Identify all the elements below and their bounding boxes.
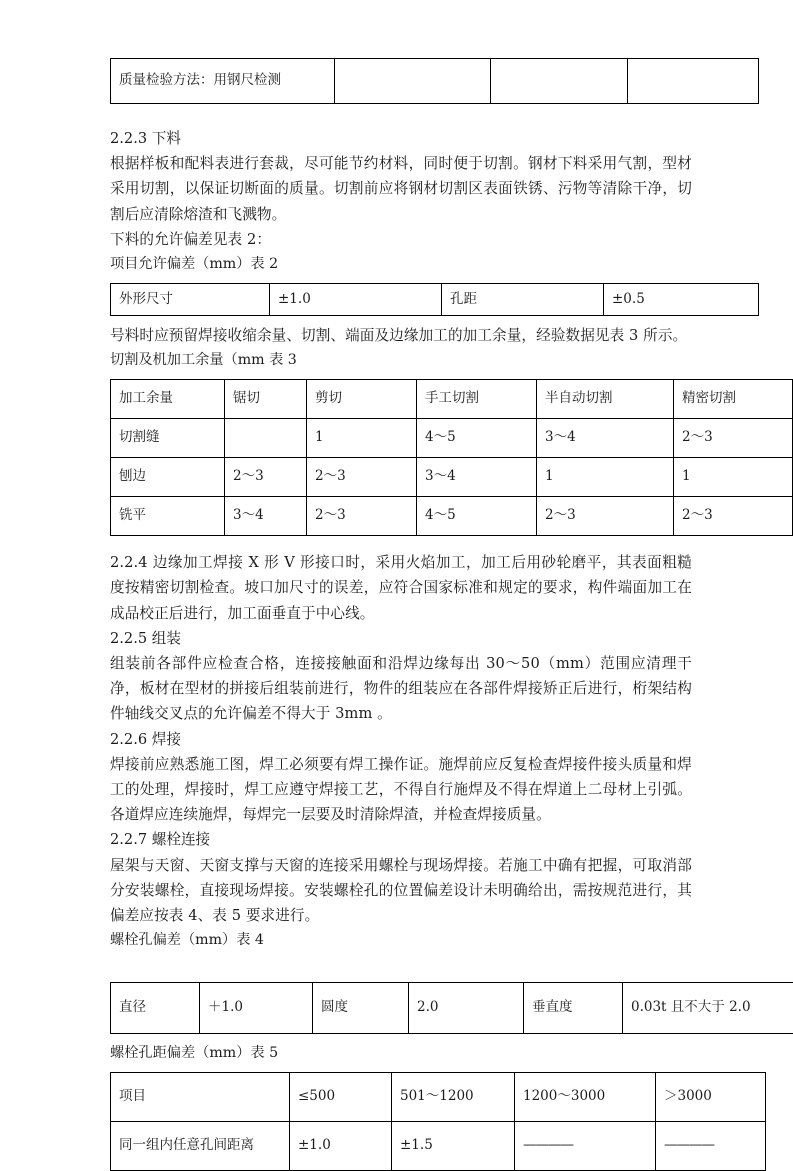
machining-cell-r2c3: 4～5 (417, 497, 537, 536)
section-225-heading: 2.2.5 组装 (110, 626, 692, 651)
section-223-body: 根据样板和配料表进行套裁，尽可能节约材料，同时便于切割。钢材下料采用气割，型材采用切割，以保证切断面的质量。切割前应将钢材切割区表面铁锈、污物等清除干净，切割后应清除熔渣和飞溅物。 (110, 151, 692, 227)
machining-cell-r1c5: 1 (674, 458, 793, 497)
table-row (111, 419, 793, 458)
pitch-cell-r0c3: ———— (515, 1122, 656, 1171)
machining-allowance-table (110, 379, 793, 536)
hole-value-diameter: ＋1.0 (200, 983, 313, 1034)
machining-cell-r2c4: 2～3 (537, 497, 674, 536)
table-row (111, 59, 759, 104)
spacer (110, 1034, 692, 1041)
section-227-body: 屋架与天窗、天窗支撑与天窗的连接采用螺栓与现场焊接。若施工中确有把握，可取消部分安装螺栓，直接现场焊接。安装螺栓孔的位置偏差设计未明确给出，需按规范进行，其偏差应按表 4、表 5 要求进行。 (110, 853, 692, 929)
spacer (110, 1065, 692, 1072)
table-row (111, 983, 793, 1034)
deviation-label-outline: 外形尺寸 (111, 284, 270, 316)
spacer (110, 372, 692, 379)
pitch-cell-r0c4: ———— (656, 1122, 766, 1171)
quality-empty-cell-1 (335, 59, 491, 104)
machining-cell-r0c5: 2～3 (674, 419, 793, 458)
section-225-body: 组装前各部件应检查合格，连接接触面和沿焊边缘每出 30～50（mm）范围应清理干净，板材在型材的拼接后组装前进行，物件的组装应在各部件焊接矫正后进行，桁架结构件轴线交叉点的允许偏差不得大于 3mm 。 (110, 651, 692, 727)
pitch-table-caption: 螺栓孔距偏差（mm）表 5 (110, 1041, 692, 1065)
section-226-body: 焊接前应熟悉施工图，焊工必须要有焊工操作证。施焊前应反复检查焊接件接头质量和焊工的处理，焊接时，焊工应遵守焊接工艺，不得自行施焊及不得在焊道上二母材上引弧。各道焊应连续施焊，每焊完一层要及时清除焊渣，并检查焊接质量。 (110, 752, 692, 828)
deviation-value-pitch: ±0.5 (604, 284, 759, 316)
quality-inspection-table (110, 58, 759, 104)
section-226-heading: 2.2.6 焊接 (110, 727, 692, 752)
quality-method-cell: 质量检验方法：用钢尺检测 (111, 59, 335, 104)
allowance-note: 号料时应预留焊接收缩余量、切割、端面及边缘加工的加工余量，经验数据见表 3 所示。 (110, 323, 692, 348)
table-row (111, 497, 793, 536)
machining-table-caption: 切割及机加工余量（mm 表 3 (110, 348, 692, 372)
pitch-header-2: 501～1200 (392, 1073, 515, 1122)
machining-cell-r2c0: 铣平 (111, 497, 225, 536)
deviation-value-outline: ±1.0 (270, 284, 442, 316)
machining-cell-r2c1: 3～4 (225, 497, 307, 536)
machining-cell-r0c1 (225, 419, 307, 458)
pitch-cell-r0c0: 同一组内任意孔间距离 (111, 1122, 290, 1171)
machining-cell-r0c4: 3～4 (537, 419, 674, 458)
table-row (111, 284, 759, 316)
hole-value-perpendicularity: 0.03t 且不大于 2.0 (623, 983, 793, 1034)
section-223-note: 下料的允许偏差见表 2： (110, 227, 692, 252)
machining-cell-r1c3: 3～4 (417, 458, 537, 497)
machining-cell-r1c0: 刨边 (111, 458, 225, 497)
spacer (110, 104, 692, 126)
bolt-hole-deviation-table (110, 982, 793, 1034)
machining-header-5: 精密切割 (674, 380, 793, 419)
table-row (111, 458, 793, 497)
section-223-heading: 2.2.3 下料 (110, 126, 692, 151)
pitch-header-0: 项目 (111, 1073, 290, 1122)
spacer (110, 316, 692, 323)
hole-label-roundness: 圆度 (313, 983, 409, 1034)
spacer (110, 276, 692, 283)
machining-cell-r1c1: 2～3 (225, 458, 307, 497)
pitch-cell-r0c1: ±1.0 (290, 1122, 392, 1171)
machining-header-2: 剪切 (307, 380, 417, 419)
deviation-label-pitch: 孔距 (442, 284, 604, 316)
section-227-heading: 2.2.7 螺栓连接 (110, 827, 692, 852)
quality-empty-cell-2 (491, 59, 628, 104)
spacer (110, 952, 692, 982)
machining-cell-r0c2: 1 (307, 419, 417, 458)
pitch-cell-r0c2: ±1.5 (392, 1122, 515, 1171)
pitch-header-1: ≤500 (290, 1073, 392, 1122)
spacer (110, 536, 692, 550)
machining-cell-r0c3: 4～5 (417, 419, 537, 458)
deviation-table-caption: 项目允许偏差（mm）表 2 (110, 252, 692, 276)
document-content (110, 58, 692, 1171)
machining-cell-r1c4: 1 (537, 458, 674, 497)
hole-label-diameter: 直径 (111, 983, 200, 1034)
machining-header-4: 半自动切割 (537, 380, 674, 419)
pitch-header-4: ＞3000 (656, 1073, 766, 1122)
quality-empty-cell-3 (628, 59, 759, 104)
section-224-body: 2.2.4 边缘加工焊接 X 形 V 形接口时，采用火焰加工，加工后用砂轮磨平，其表面粗糙度按精密切割检查。坡口加尺寸的误差，应符合国家标准和规定的要求，构件端面加工在成品校正后进行，加工面垂直于中心线。 (110, 550, 692, 626)
table-header-row (111, 1073, 766, 1122)
deviation-table (110, 283, 759, 316)
machining-cell-r2c2: 2～3 (307, 497, 417, 536)
machining-header-3: 手工切割 (417, 380, 537, 419)
table-header-row (111, 380, 793, 419)
machining-header-0: 加工余量 (111, 380, 225, 419)
hole-label-perpendicularity: 垂直度 (524, 983, 623, 1034)
machining-header-1: 锯切 (225, 380, 307, 419)
hole-value-roundness: 2.0 (409, 983, 524, 1034)
machining-cell-r1c2: 2～3 (307, 458, 417, 497)
pitch-header-3: 1200～3000 (515, 1073, 656, 1122)
hole-table-caption: 螺栓孔偏差（mm）表 4 (110, 928, 692, 952)
table-row (111, 1122, 766, 1171)
machining-cell-r2c5: 2～3 (674, 497, 793, 536)
machining-cell-r0c0: 切割缝 (111, 419, 225, 458)
